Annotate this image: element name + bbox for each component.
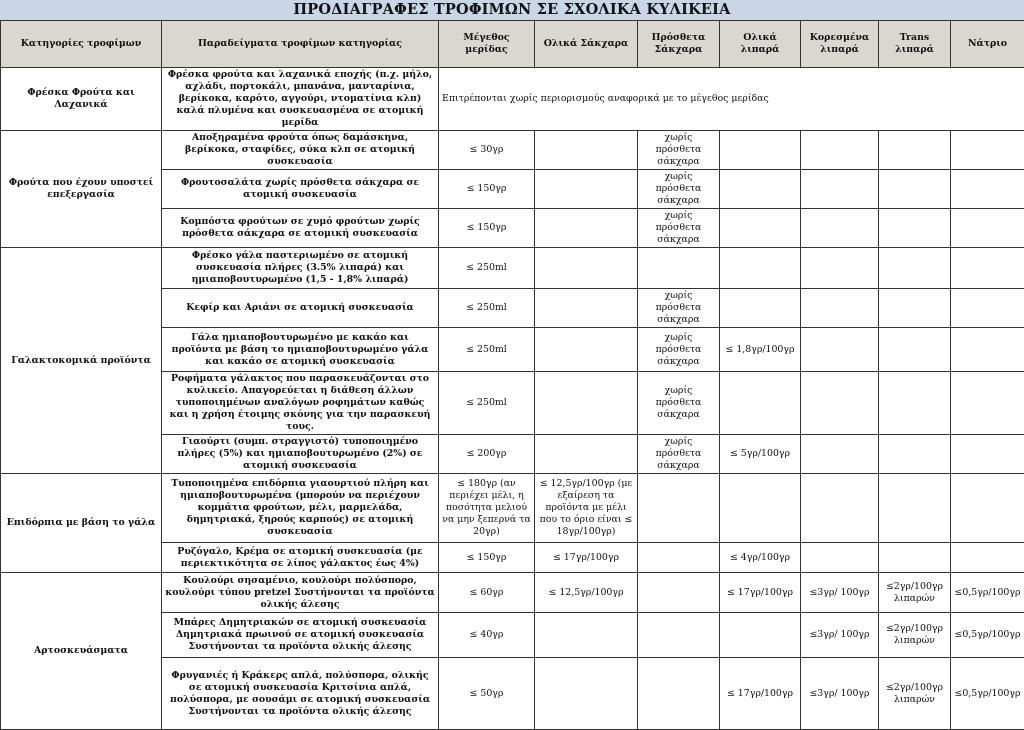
sodium-cell (951, 170, 1024, 209)
header-portion: Μέγεθος μερίδας (439, 21, 535, 68)
total-fat-cell (720, 613, 801, 658)
portion-cell: ≤ 250ml (439, 248, 535, 289)
sodium-cell (951, 435, 1024, 474)
portion-cell: ≤ 60γρ (439, 573, 535, 613)
category-cell: Φρούτα που έχουν υποστεί επεξεργασία (1, 131, 162, 248)
added-sugar-cell: χωρίς πρόσθετα σάκχαρα (638, 328, 720, 372)
total-sugar-cell (535, 289, 638, 328)
example-cell: Φρουτοσαλάτα χωρίς πρόσθετα σάκχαρα σε ατομική συσκευασία (162, 170, 439, 209)
portion-cell: ≤ 150γρ (439, 543, 535, 573)
table-row (1, 131, 1024, 170)
sodium-cell: ≤0,5γρ/100γρ (951, 613, 1024, 658)
portion-cell: ≤ 50γρ (439, 658, 535, 730)
header-trans-fat: Trans λιπαρά (879, 21, 951, 68)
total-sugar-cell: ≤ 12,5γρ/100γρ (με εξαίρεση τα προϊόντα με μέλι που το όριο είναι ≤ 18γρ/100γρ) (535, 474, 638, 543)
saturated-fat-cell: ≤3γρ/ 100γρ (801, 658, 879, 730)
table-row (1, 474, 1024, 543)
saturated-fat-cell: ≤3γρ/ 100γρ (801, 573, 879, 613)
total-fat-cell: ≤ 4γρ/100γρ (720, 543, 801, 573)
added-sugar-cell (638, 573, 720, 613)
total-sugar-cell: ≤ 12,5γρ/100γρ (535, 573, 638, 613)
saturated-fat-cell (801, 289, 879, 328)
portion-cell: ≤ 250ml (439, 289, 535, 328)
trans-fat-cell (879, 543, 951, 573)
saturated-fat-cell: ≤3γρ/ 100γρ (801, 613, 879, 658)
sodium-cell (951, 248, 1024, 289)
total-fat-cell (720, 372, 801, 435)
added-sugar-cell (638, 248, 720, 289)
saturated-fat-cell (801, 209, 879, 248)
sodium-cell (951, 328, 1024, 372)
header-total-sugar: Ολικά Σάκχαρα (535, 21, 638, 68)
saturated-fat-cell (801, 248, 879, 289)
portion-cell: ≤ 150γρ (439, 170, 535, 209)
example-cell: Τυποποιημένα επιδόρπια γιαουρτιού πλήρη και ημιαποβουτυρωμένα (μπορούν να περιέχουν κομμάτια φρούτων, μέλι, μαρμελάδα, δημητριακά, ξηρούς καρπούς) σε ατομική συσκευασία (162, 474, 439, 543)
note-cell: Επιτρέπονται χωρίς περιορισμούς αναφορικά με το μέγεθος μερίδας (439, 68, 1024, 131)
header-saturated-fat: Κορεσμένα λιπαρά (801, 21, 879, 68)
sodium-cell: ≤0,5γρ/100γρ (951, 573, 1024, 613)
added-sugar-cell: χωρίς πρόσθετα σάκχαρα (638, 435, 720, 474)
table-row (1, 248, 1024, 289)
example-cell: Φρέσκο γάλα παστεριωμένο σε ατομική συσκευασία πλήρες (3.5% λιπαρά) και ημιαποβουτυρωμένο (1,5 - 1,8% λιπαρά) (162, 248, 439, 289)
total-sugar-cell (535, 170, 638, 209)
total-sugar-cell (535, 131, 638, 170)
example-cell: Γάλα ημιαποβουτυρωμένο με κακάο και προϊόντα με βάση το ημιαποβουτυρωμένο γάλα και κακάο σε ατομική συσκευασία (162, 328, 439, 372)
saturated-fat-cell (801, 474, 879, 543)
total-sugar-cell (535, 209, 638, 248)
example-cell: Κεφίρ και Αριάνι σε ατομική συσκευασία (162, 289, 439, 328)
total-sugar-cell (535, 613, 638, 658)
sodium-cell (951, 131, 1024, 170)
header-sodium: Νάτριο (951, 21, 1024, 68)
trans-fat-cell (879, 289, 951, 328)
total-fat-cell (720, 248, 801, 289)
example-cell: Κουλούρι σησαμένιο, κουλούρι πολύσπορο, κουλούρι τύπου pretzel Συστήνονται τα προϊόντα ολικής άλεσης (162, 573, 439, 613)
portion-cell: ≤ 30γρ (439, 131, 535, 170)
added-sugar-cell: χωρίς πρόσθετα σάκχαρα (638, 209, 720, 248)
header-row (1, 21, 1024, 68)
trans-fat-cell (879, 209, 951, 248)
sodium-cell (951, 474, 1024, 543)
saturated-fat-cell (801, 372, 879, 435)
header-added-sugar: Πρόσθετα Σάκχαρα (638, 21, 720, 68)
table-row (1, 68, 1024, 131)
total-sugar-cell (535, 435, 638, 474)
header-examples: Παραδείγματα τροφίμων κατηγορίας (162, 21, 439, 68)
total-fat-cell (720, 209, 801, 248)
saturated-fat-cell (801, 131, 879, 170)
total-sugar-cell: ≤ 17γρ/100γρ (535, 543, 638, 573)
total-fat-cell: ≤ 1,8γρ/100γρ (720, 328, 801, 372)
category-cell: Αρτοσκευάσματα (1, 573, 162, 730)
trans-fat-cell: ≤2γρ/100γρ λιπαρών (879, 613, 951, 658)
example-cell: Αποξηραμένα φρούτα όπως δαμάσκηνα, βερίκοκα, σταφίδες, σύκα κλπ σε ατομική συσκευασία (162, 131, 439, 170)
trans-fat-cell (879, 372, 951, 435)
trans-fat-cell (879, 131, 951, 170)
saturated-fat-cell (801, 170, 879, 209)
saturated-fat-cell (801, 328, 879, 372)
example-cell: Ροφήματα γάλακτος που παρασκευάζονται στο κυλικείο. Απαγορεύεται η διάθεση άλλων τυποποιημένων αναλόγων ροφημάτων καθώς και η χρήση έτοιμης σκόνης για την παρασκευή τους. (162, 372, 439, 435)
category-cell: Επιδόρπια με βάση το γάλα (1, 474, 162, 573)
portion-cell: ≤ 250ml (439, 328, 535, 372)
portion-cell: ≤ 150γρ (439, 209, 535, 248)
sodium-cell (951, 372, 1024, 435)
total-sugar-cell (535, 248, 638, 289)
category-cell: Γαλακτοκομικά προϊόντα (1, 248, 162, 474)
example-cell: Κομπόστα φρούτων σε χυμό φρούτων χωρίς πρόσθετα σάκχαρα σε ατομική συσκευασία (162, 209, 439, 248)
added-sugar-cell: χωρίς πρόσθετα σάκχαρα (638, 131, 720, 170)
table-row (1, 573, 1024, 613)
trans-fat-cell (879, 328, 951, 372)
total-fat-cell (720, 289, 801, 328)
trans-fat-cell: ≤2γρ/100γρ λιπαρών (879, 658, 951, 730)
example-cell: Γιαούρτι (συμπ. στραγγιστό) τυποποιημένο πλήρες (5%) και ημιαποβουτυρωμένο (2%) σε ατομική συσκευασία (162, 435, 439, 474)
food-spec-table (0, 20, 1024, 730)
total-fat-cell (720, 131, 801, 170)
sodium-cell: ≤0,5γρ/100γρ (951, 658, 1024, 730)
added-sugar-cell: χωρίς πρόσθετα σάκχαρα (638, 289, 720, 328)
trans-fat-cell (879, 248, 951, 289)
total-fat-cell (720, 474, 801, 543)
sodium-cell (951, 543, 1024, 573)
header-category: Κατηγορίες τροφίμων (1, 21, 162, 68)
total-sugar-cell (535, 372, 638, 435)
example-cell: Ρυζόγαλο, Κρέμα σε ατομική συσκευασία (με περιεκτικότητα σε λίπος γάλακτος έως 4%) (162, 543, 439, 573)
added-sugar-cell: χωρίς πρόσθετα σάκχαρα (638, 170, 720, 209)
sodium-cell (951, 209, 1024, 248)
added-sugar-cell: χωρίς πρόσθετα σάκχαρα (638, 372, 720, 435)
trans-fat-cell: ≤2γρ/100γρ λιπαρών (879, 573, 951, 613)
total-sugar-cell (535, 658, 638, 730)
total-fat-cell: ≤ 17γρ/100γρ (720, 573, 801, 613)
document-title: ΠΡΟΔΙΑΓΡΑΦΕΣ ΤΡΟΦΙΜΩΝ ΣΕ ΣΧΟΛΙΚΑ ΚΥΛΙΚΕΙΑ (0, 0, 1024, 21)
category-cell: Φρέσκα Φρούτα και Λαχανικά (1, 68, 162, 131)
total-fat-cell: ≤ 5γρ/100γρ (720, 435, 801, 474)
added-sugar-cell (638, 658, 720, 730)
added-sugar-cell (638, 613, 720, 658)
total-fat-cell (720, 170, 801, 209)
header-total-fat: Ολικά λιπαρά (720, 21, 801, 68)
example-cell: Φρυγανιές ή Κράκερς απλά, πολύσπορα, ολικής σε ατομική συσκευασία Κριτσίνια απλά, πολύσπορα, με σουσάμι σε ατομική συσκευασία Συστήνονται τα προϊόντα ολικής άλεσης (162, 658, 439, 730)
portion-cell: ≤ 40γρ (439, 613, 535, 658)
trans-fat-cell (879, 435, 951, 474)
portion-cell: ≤ 250ml (439, 372, 535, 435)
added-sugar-cell (638, 543, 720, 573)
total-sugar-cell (535, 328, 638, 372)
portion-cell: ≤ 200γρ (439, 435, 535, 474)
added-sugar-cell (638, 474, 720, 543)
trans-fat-cell (879, 170, 951, 209)
example-cell: Μπάρες Δημητριακών σε ατομική συσκευασία Δημητριακά πρωινού σε ατομική συσκευασία Συστήνονται τα προϊόντα ολικής άλεσης (162, 613, 439, 658)
saturated-fat-cell (801, 435, 879, 474)
saturated-fat-cell (801, 543, 879, 573)
sodium-cell (951, 289, 1024, 328)
example-cell: Φρέσκα φρούτα και λαχανικά εποχής (π.χ. μήλο, αχλάδι, πορτοκάλι, μπανάνα, μανταρίνια, βερίκοκα, καρότο, αγγούρι, ντοματίνια κλπ) καλά πλυμένα και συσκευασμένα σε ατομική μερίδα (162, 68, 439, 131)
total-fat-cell: ≤ 17γρ/100γρ (720, 658, 801, 730)
portion-cell: ≤ 180γρ (αν περιέχει μέλι, η ποσότητα μελιού να μην ξεπερνά τα 20γρ) (439, 474, 535, 543)
trans-fat-cell (879, 474, 951, 543)
